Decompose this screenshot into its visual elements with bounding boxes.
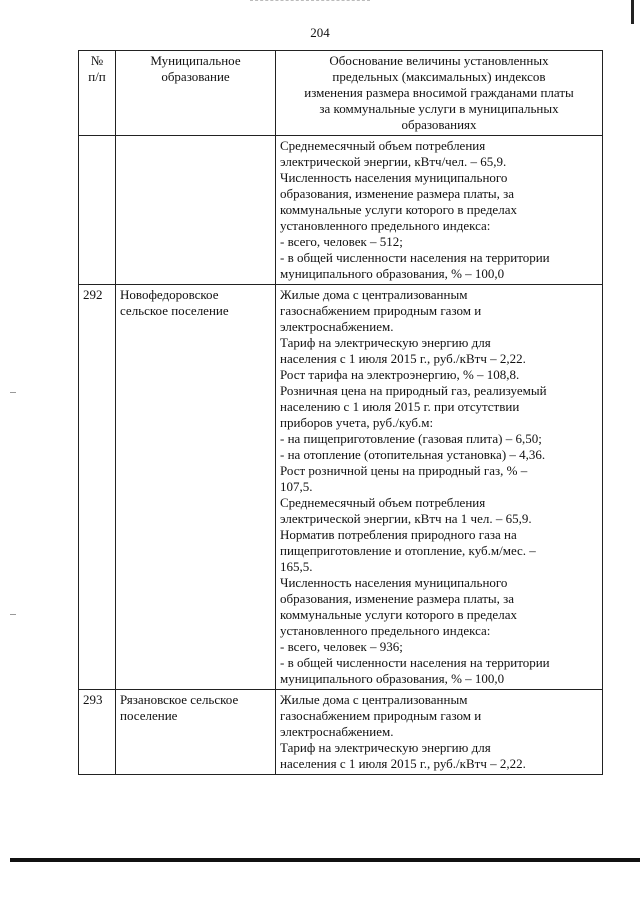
justification-line: электроснабжением. — [280, 319, 394, 334]
scan-corner-mark — [631, 0, 634, 24]
justification-line: газоснабжением природным газом и — [280, 303, 482, 318]
margin-mark — [10, 614, 16, 615]
justification-line: Тариф на электрическую энергию для — [280, 740, 491, 755]
header-text: изменения размера вносимой гражданами платы — [304, 85, 574, 100]
justification-line: Среднемесячный объем потребления — [280, 495, 486, 510]
justification-line: - всего, человек – 512; — [280, 234, 403, 249]
header-justification — [276, 51, 603, 136]
justification-line: Численность населения муниципального — [280, 170, 508, 185]
bottom-rule — [10, 858, 640, 862]
row-number — [79, 136, 116, 285]
justification-line: 107,5. — [280, 479, 313, 494]
page-number: 204 — [310, 25, 330, 40]
justification-cell — [276, 690, 603, 775]
justification-line: населения с 1 июля 2015 г., руб./кВтч – 2,22. — [280, 351, 526, 366]
justification-line: 165,5. — [280, 559, 313, 574]
justification-line: образования, изменение размера платы, за — [280, 591, 515, 606]
justification-line: - на отопление (отопительная установка) – 4,36. — [280, 447, 546, 462]
justification-line: населению с 1 июля 2015 г. при отсутствии — [280, 399, 520, 414]
justification-line: Жилые дома с централизованным — [280, 692, 468, 707]
justification-line: муниципального образования, % – 100,0 — [280, 266, 505, 281]
justification-line: образования, изменение размера платы, за — [280, 186, 515, 201]
municipality-cell — [116, 285, 276, 690]
table-row — [79, 690, 603, 775]
justification-line: коммунальные услуги которого в пределах — [280, 202, 517, 217]
municipality-cell — [116, 690, 276, 775]
justification-line: Тариф на электрическую энергию для — [280, 335, 491, 350]
header-text: Обоснование величины установленных — [329, 53, 549, 68]
justification-line: муниципального образования, % – 100,0 — [280, 671, 505, 686]
margin-mark — [10, 392, 16, 393]
header-num — [79, 51, 116, 136]
header-text: образованиях — [401, 117, 477, 132]
table-body — [79, 136, 603, 775]
justification-line: коммунальные услуги которого в пределах — [280, 607, 517, 622]
header-text: п/п — [88, 69, 106, 84]
justification-line: газоснабжением природным газом и — [280, 708, 482, 723]
row-number: 292 — [79, 285, 116, 690]
justification-line: электрической энергии, кВтч на 1 чел. – 65,9. — [280, 511, 532, 526]
justification-line: Рост розничной цены на природный газ, % – — [280, 463, 528, 478]
header-text: Муниципальное — [150, 53, 241, 68]
justification-line: электрической энергии, кВтч/чел. – 65,9. — [280, 154, 507, 169]
header-text: за коммунальные услуги в муниципальных — [319, 101, 559, 116]
municipality-name-line: Новофедоровское — [120, 287, 219, 302]
table-row — [79, 285, 603, 690]
scan-top-mark — [250, 0, 370, 3]
justification-line: Численность населения муниципального — [280, 575, 508, 590]
justification-line: - в общей численности населения на территории — [280, 250, 550, 265]
justification-line: пищеприготовление и отопление, куб.м/мес. – — [280, 543, 536, 558]
row-number: 293 — [79, 690, 116, 775]
justification-line: Среднемесячный объем потребления — [280, 138, 486, 153]
justification-line: установленного предельного индекса: — [280, 623, 491, 638]
table-header-row — [79, 51, 603, 136]
justification-line: - на пищеприготовление (газовая плита) – 6,50; — [280, 431, 542, 446]
justification-cell — [276, 285, 603, 690]
justification-line: Жилые дома с централизованным — [280, 287, 468, 302]
justification-line: установленного предельного индекса: — [280, 218, 491, 233]
municipality-cell — [116, 136, 276, 285]
municipality-name-line: сельское поселение — [120, 303, 229, 318]
justification-line: Рост тарифа на электроэнергию, % – 108,8. — [280, 367, 520, 382]
justification-cell — [276, 136, 603, 285]
table-row — [79, 136, 603, 285]
header-text: образование — [161, 69, 230, 84]
justification-line: Розничная цена на природный газ, реализуемый — [280, 383, 547, 398]
justification-line: - всего, человек – 936; — [280, 639, 403, 654]
municipality-name-line: Рязановское сельское — [120, 692, 239, 707]
justification-line: электроснабжением. — [280, 724, 394, 739]
municipality-name-line: поселение — [120, 708, 178, 723]
justification-line: населения с 1 июля 2015 г., руб./кВтч – 2,22. — [280, 756, 526, 771]
header-municipality — [116, 51, 276, 136]
justification-line: - в общей численности населения на территории — [280, 655, 550, 670]
justification-line: Норматив потребления природного газа на — [280, 527, 517, 542]
justification-line: приборов учета, руб./куб.м: — [280, 415, 434, 430]
header-text: № — [90, 53, 104, 68]
header-text: предельных (максимальных) индексов — [332, 69, 546, 84]
document-table — [78, 50, 603, 775]
